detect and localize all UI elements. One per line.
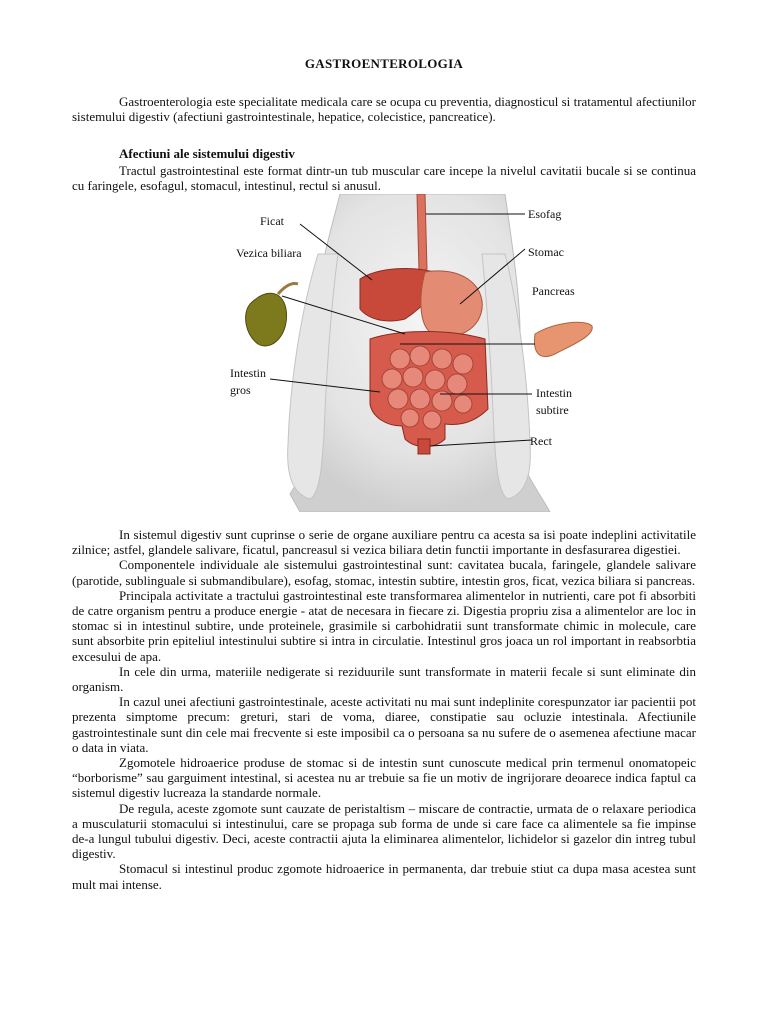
gallbladder [246, 293, 287, 346]
label-rect: Rect [530, 434, 552, 448]
section-heading: Afectiuni ale sistemului digestiv [119, 146, 295, 161]
paragraph: In cazul unei afectiuni gastrointestinale, aceste activitati nu mai sunt indeplinite corespunzator iar pacientii pot prezenta simptome precum: greturi, stari de voma, diaree, constipatie sau ocluzie intestinala. Afectiunile gastrointestinale sunt din cele mai frecvente si este imposibil ca o persoana sa nu sufere de o asemenea afectiune macar o data in viata. [72, 694, 696, 755]
tract-paragraph: Tractul gastrointestinal este format dintr-un tub muscular care incepe la nivelul cavitatii bucale si se continua cu faringele, esofagul, stomacul, intestinul, rectul si anusul. [72, 163, 696, 194]
label-intestin-subtire-1: Intestin [536, 386, 572, 400]
label-esofag: Esofag [528, 207, 562, 221]
label-ficat: Ficat [260, 214, 284, 228]
label-stomac: Stomac [528, 245, 564, 259]
paragraph: De regula, aceste zgomote sunt cauzate de peristaltism – miscare de contractie, urmata de o relaxare periodica a musculaturii stomacului si intestinului, care se propaga sub forma de unde si care face ca alimentele sa fie impinse de-a lungul tubului digestiv. Deci, aceste contractii ajuta la eliminarea alimentelor, lichidelor si gazelor din intreg tubul digestiv. [72, 800, 696, 862]
label-intestin-gros-2: gros [230, 383, 251, 397]
body-text [72, 527, 696, 892]
rectum [418, 439, 430, 454]
pancreas [534, 322, 592, 356]
paragraph: In sistemul digestiv sunt cuprinse o serie de organe auxiliare pentru ca acesta sa isi poate indeplini activitatile zilnice; astfel, glandele salivare, ficatul, pancreasul si vezica biliara detin functii importante in desfasurarea digestiei. [72, 527, 696, 558]
page-title: GASTROENTEROLOGIA [304, 56, 464, 71]
label-vezica-biliara: Vezica biliara [236, 246, 302, 260]
esophagus [417, 194, 427, 272]
label-intestin-gros-1: Intestin [230, 366, 266, 380]
digestive-system-figure [220, 194, 600, 512]
paragraph: Stomacul si intestinul produc zgomote hidroaerice in permanenta, dar trebuie stiut ca dupa masa acestea sunt mult mai intense. [72, 861, 696, 892]
paragraph: Zgomotele hidroaerice produse de stomac si de intestin sunt cunoscute medical prin termenul onomatopeic “borborisme” sau garguiment intestinal, si acestea nu ar trebuie sa fie un motiv de ingrijorare deoarece indica faptul ca sistemul digestiv lucreaza la standarde normale. [72, 755, 696, 801]
paragraph: Componentele individuale ale sistemului gastrointestinal sunt: cavitatea bucala, faringele, glandele salivare (parotide, sublinguale si submandibulare), esofag, stomac, intestin subtire, intestin gros, ficat, vezica biliara si pancreas. [72, 557, 696, 588]
paragraph: Principala activitate a tractului gastrointestinal este transformarea alimentelor in nutrienti, care pot fi absorbiti de catre organism pentru a produce energie - atat de necesara in fiecare zi. Digestia propriu zisa a alimentelor are loc in stomac si in intestinul subtire, unde proteinele, grasimile si carbohidratii sunt transformate chimic in molecule, care sunt absorbite prin epiteliul intestinului subtire si intra in circulatie. Intestinul gros joaca un rol important in reabsorbtia excesului de apa. [72, 587, 696, 664]
label-intestin-subtire-2: subtire [536, 403, 569, 417]
intro-paragraph: Gastroenterologia este specialitate medicala care se ocupa cu preventia, diagnosticul si tratamentul afectiunilor sistemului digestiv (afectiuni gastrointestinale, hepatice, colecistice, pancreatice). [72, 94, 696, 125]
digestive-system-illustration [220, 194, 600, 512]
paragraph: In cele din urma, materiile nedigerate si reziduurile sunt transformate in materii fecale si sunt eliminate din organism. [72, 663, 696, 695]
label-pancreas: Pancreas [532, 284, 575, 298]
